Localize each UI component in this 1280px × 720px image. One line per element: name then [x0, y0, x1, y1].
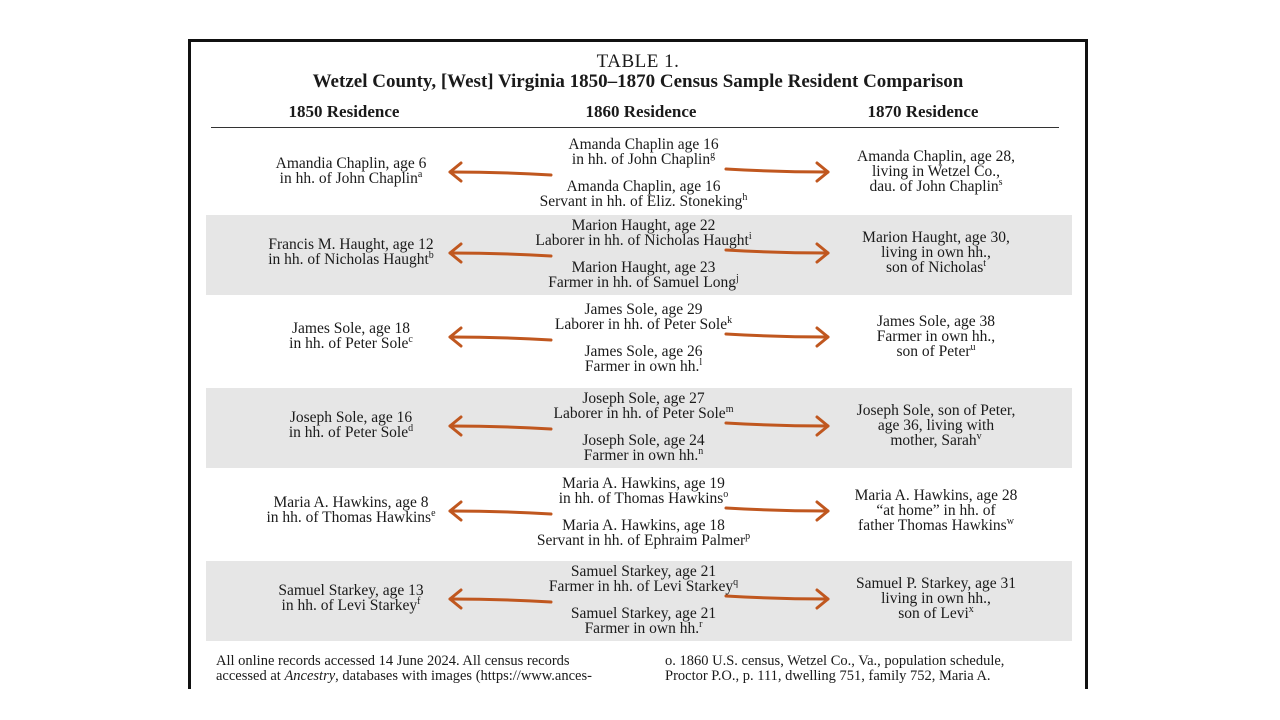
footnote-marker: q	[733, 576, 739, 588]
footnote-marker: s	[998, 176, 1003, 188]
footnote-marker: j	[735, 272, 739, 284]
cell-line: Laborer in hh. of Peter Sole$^k$	[554, 314, 733, 333]
entry-1860-second	[491, 260, 796, 290]
cell-line: Joseph Sole, age 24	[582, 432, 705, 449]
footnote-right	[665, 654, 1085, 684]
cell-line: son of Levi$^x$	[898, 603, 974, 622]
cell-1860	[491, 215, 796, 295]
cell-line: Marion Haught, age 23	[571, 259, 716, 276]
footnote-marker: p	[745, 530, 751, 542]
cell-line: Joseph Sole, son of Peter,	[856, 402, 1016, 419]
cell-line: Laborer in hh. of Peter Sole$^m$	[553, 403, 734, 422]
cell-line: Samuel Starkey, age 21	[570, 605, 717, 622]
footnote-line: accessed at Ancestry, databases with images (https://www.ances-	[216, 668, 592, 684]
cell-1850	[231, 583, 471, 613]
footnote-line: Proctor P.O., p. 111, dwelling 751, family 752, Maria A.	[665, 668, 991, 684]
cell-1870	[806, 149, 1066, 194]
table-row	[206, 299, 1072, 379]
table-row	[206, 134, 1072, 214]
footnote-marker: t	[983, 257, 987, 269]
cell-1860	[491, 561, 796, 641]
footnote-marker: n	[698, 445, 704, 457]
cell-line: Farmer in own hh.,	[876, 328, 996, 345]
footnote-marker: h	[742, 191, 748, 203]
footnote-marker: r	[699, 618, 703, 630]
cell-1850	[231, 237, 471, 267]
cell-line: age 36, living with	[877, 417, 995, 434]
header-1850: 1850 Residence	[288, 102, 400, 121]
cell-line: in hh. of Peter Sole$^c$	[289, 333, 413, 352]
cell-line: Maria A. Hawkins, age 19	[562, 475, 725, 492]
cell-line: Farmer in hh. of Samuel Long$^j$	[548, 272, 739, 291]
cell-line: living in own hh.,	[881, 244, 991, 261]
cell-line: Amanda Chaplin, age 28,	[857, 148, 1015, 165]
entry-1860-second	[491, 433, 796, 463]
table-row	[206, 215, 1072, 295]
cell-line: James Sole, age 29	[584, 301, 703, 318]
footnote-line: o. 1860 U.S. census, Wetzel Co., Va., population schedule,	[665, 653, 1005, 669]
cell-line: James Sole, age 38	[877, 313, 995, 330]
cell-line: Farmer in own hh.$^l$	[584, 356, 703, 375]
table-row	[206, 388, 1072, 468]
header-rule	[211, 127, 1059, 128]
cell-line: Servant in hh. of Eliz. Stoneking$^h$	[539, 191, 748, 210]
cell-line: in hh. of Peter Sole$^d$	[288, 422, 414, 441]
cell-line: living in Wetzel Co.,	[871, 163, 1001, 180]
table-title: TABLE 1.	[596, 51, 680, 72]
footnote-marker: c	[408, 333, 413, 345]
cell-line: Farmer in own hh.$^n$	[583, 445, 704, 464]
cell-line: Marion Haught, age 22	[571, 217, 716, 234]
cell-line: Maria A. Hawkins, age 8	[273, 494, 429, 511]
cell-line: “at home” in hh. of	[876, 502, 996, 519]
cell-line: in hh. of John Chaplin$^a$	[279, 168, 423, 187]
table-row	[206, 561, 1072, 641]
cell-line: son of Peter$^u$	[896, 341, 976, 360]
footnote-marker: v	[976, 430, 982, 442]
cell-1850	[231, 410, 471, 440]
cell-line: Amanda Chaplin, age 16	[566, 178, 721, 195]
entry-1860-first	[491, 218, 796, 248]
entry-1860-first	[491, 476, 796, 506]
cell-line: in hh. of John Chaplin$^g$	[571, 149, 716, 168]
cell-line: Amanda Chaplin age 16	[568, 136, 719, 153]
cell-1860	[491, 134, 796, 214]
footnote-marker: o	[723, 488, 729, 500]
entry-1860-second	[491, 179, 796, 209]
cell-line: Samuel Starkey, age 21	[570, 563, 717, 580]
table-subtitle: Wetzel County, [West] Virginia 1850–1870 Census Sample Resident Comparison	[312, 71, 964, 92]
footnote-marker: w	[1006, 515, 1014, 527]
entry-1860-first	[491, 564, 796, 594]
entry-1860-second	[491, 606, 796, 636]
cell-line: Samuel Starkey, age 13	[278, 582, 424, 599]
cell-line: mother, Sarah$^v$	[890, 430, 982, 449]
cell-1850	[231, 495, 471, 525]
cell-1870	[806, 576, 1066, 621]
footnote-marker: m	[725, 403, 734, 415]
cell-1870	[806, 314, 1066, 359]
footnote-marker: k	[727, 314, 733, 326]
cell-line: in hh. of Thomas Hawkins$^e$	[266, 507, 436, 526]
footnote-marker: d	[408, 422, 414, 434]
cell-line: Marion Haught, age 30,	[862, 229, 1010, 246]
footnote-marker: b	[428, 249, 434, 261]
cell-line: father Thomas Hawkins$^w$	[858, 515, 1014, 534]
cell-1860	[491, 299, 796, 379]
cell-line: Maria A. Hawkins, age 28	[854, 487, 1018, 504]
header-1870: 1870 Residence	[867, 102, 979, 121]
cell-1850	[231, 156, 471, 186]
table-figure	[188, 39, 1088, 689]
header-1860: 1860 Residence	[585, 102, 697, 121]
footnote-marker: x	[968, 603, 974, 615]
cell-1870	[806, 230, 1066, 275]
cell-line: Joseph Sole, age 16	[289, 409, 413, 426]
cell-line: in hh. of Levi Starkey$^f$	[281, 595, 421, 614]
footnote-left	[216, 654, 636, 684]
footnote-marker: g	[710, 149, 716, 161]
entry-1860-first	[491, 137, 796, 167]
cell-line: Samuel P. Starkey, age 31	[856, 575, 1016, 592]
entry-1860-first	[491, 391, 796, 421]
cell-line: Maria A. Hawkins, age 18	[562, 517, 725, 534]
cell-1860	[491, 473, 796, 553]
footnote-marker: i	[748, 230, 752, 242]
cell-1870	[806, 488, 1066, 533]
cell-line: son of Nicholas$^t$	[885, 257, 987, 276]
footnote-marker: u	[970, 341, 976, 353]
cell-line: in hh. of Nicholas Haught$^b$	[268, 249, 434, 268]
cell-line: Servant in hh. of Ephraim Palmer$^p$	[536, 530, 751, 549]
cell-line: dau. of John Chaplin$^s$	[869, 176, 1003, 195]
cell-line: Amandia Chaplin, age 6	[275, 155, 427, 172]
cell-1870	[806, 403, 1066, 448]
cell-line: Joseph Sole, age 27	[582, 390, 705, 407]
table-row	[206, 473, 1072, 553]
cell-line: Laborer in hh. of Nicholas Haught$^i$	[535, 230, 752, 249]
cell-1850	[231, 321, 471, 351]
cell-line: living in own hh.,	[881, 590, 991, 607]
cell-line: Farmer in own hh.$^r$	[584, 618, 703, 637]
footnote-line: All online records accessed 14 June 2024. All census records	[216, 653, 570, 669]
entry-1860-second	[491, 344, 796, 374]
entry-1860-second	[491, 518, 796, 548]
footnote-marker: l	[699, 356, 703, 368]
footnote-marker: a	[417, 168, 423, 180]
cell-1860	[491, 388, 796, 468]
cell-line: Farmer in hh. of Levi Starkey$^q$	[548, 576, 739, 595]
footnote-marker: e	[431, 507, 436, 519]
cell-line: in hh. of Thomas Hawkins$^o$	[558, 488, 729, 507]
cell-line: Francis M. Haught, age 12	[268, 236, 434, 253]
entry-1860-first	[491, 302, 796, 332]
footnote-marker: f	[417, 595, 421, 607]
cell-line: James Sole, age 18	[292, 320, 410, 337]
cell-line: James Sole, age 26	[584, 343, 703, 360]
